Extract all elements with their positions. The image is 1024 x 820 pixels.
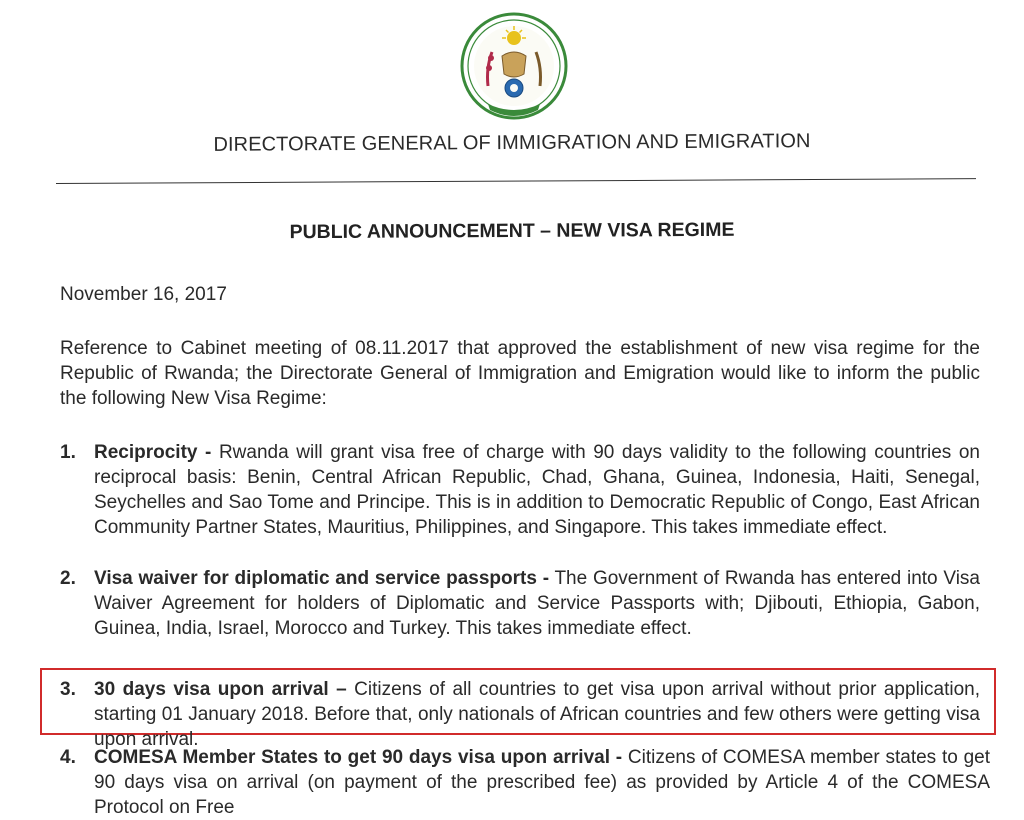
item-text: The Government of Rwanda has entered into Visa Waiver Agreement for holders of Diplomatic and Service Passports with; Djibouti, Ethiopia, Gabon, Guinea, India, Israel, Morocco and Turkey. This takes immediate effect. bbox=[94, 568, 980, 639]
list-item bbox=[60, 745, 990, 820]
item-text: Citizens of all countries to get visa upon arrival without prior application, starting 01 January 2018. Before that, only nationals of African countries and few others were getting visa upon arrival. bbox=[94, 679, 980, 750]
list-item bbox=[60, 677, 980, 752]
item-number: 1. bbox=[60, 442, 76, 463]
announcement-date: November 16, 2017 bbox=[60, 284, 227, 305]
item-title: Visa waiver for diplomatic and service passports - bbox=[94, 568, 550, 589]
rwanda-coat-of-arms-icon bbox=[458, 8, 570, 128]
list-item bbox=[60, 566, 980, 641]
item-number: 3. bbox=[60, 679, 76, 700]
item-title: Reciprocity - bbox=[94, 442, 212, 463]
item-title: 30 days visa upon arrival – bbox=[94, 679, 347, 700]
announcement-heading: PUBLIC ANNOUNCEMENT – NEW VISA REGIME bbox=[289, 218, 735, 244]
list-item bbox=[60, 440, 980, 540]
item-title: COMESA Member States to get 90 days visa upon arrival - bbox=[94, 747, 623, 768]
item-number: 2. bbox=[60, 568, 76, 589]
directorate-title: DIRECTORATE GENERAL OF IMMIGRATION AND EMIGRATION bbox=[213, 130, 811, 156]
header-divider bbox=[56, 178, 976, 184]
item-text: Citizens of COMESA member states to get 90 days visa on arrival (on payment of the prescribed fee) as provided by Article 4 of the COMESA Protocol on Free bbox=[94, 747, 990, 818]
item-text: Rwanda will grant visa free of charge with 90 days validity to the following countries on reciprocal basis: Benin, Central African Republic, Chad, Ghana, Guinea, Indonesia, Haiti, Senegal, Seychelles and Sao Tome and Principe. This is in addition to Democratic Republic of Congo, East African Community Partner States, Mauritius, Philippines, and Singapore. This takes immediate effect. bbox=[94, 442, 980, 538]
intro-paragraph: Reference to Cabinet meeting of 08.11.2017 that approved the establishment of new visa regime for the Republic of Rwanda; the Directorate General of Immigration and Emigration would like to inform the public the following New Visa Regime: bbox=[60, 338, 980, 409]
item-number: 4. bbox=[60, 747, 76, 768]
